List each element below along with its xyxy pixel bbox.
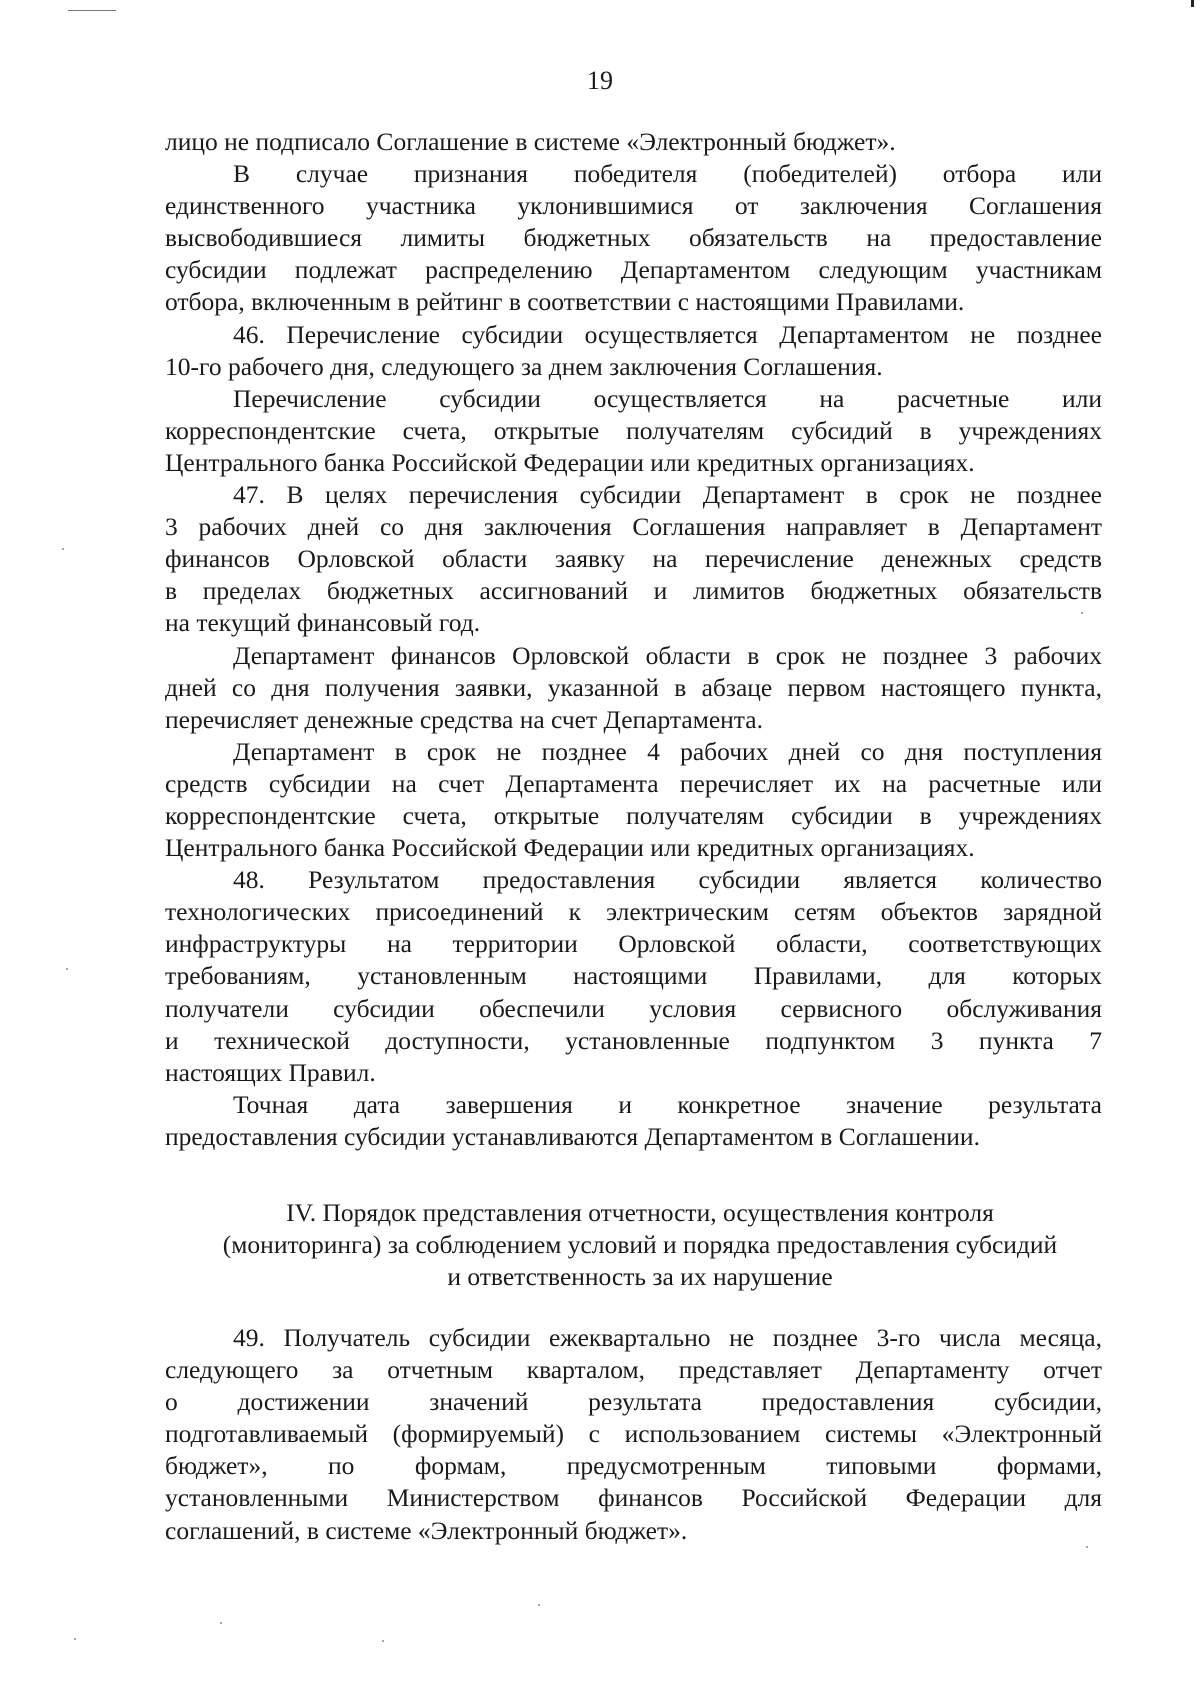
paragraph bbox=[165, 736, 1102, 864]
text-line: инфраструктуры на территории Орловской области, соответствующих bbox=[165, 929, 1102, 959]
text-line: настоящих Правил. bbox=[165, 1057, 376, 1087]
text-line: на текущий финансовый год. bbox=[165, 608, 481, 638]
text-line: установленными Министерством финансов Российской Федерации для bbox=[165, 1483, 1102, 1513]
section-heading bbox=[160, 1197, 1120, 1293]
scan-speck bbox=[220, 1622, 222, 1624]
text-line: финансов Орловской области заявку на перечисление денежных средств bbox=[165, 544, 1102, 574]
paragraph bbox=[165, 479, 1102, 639]
heading-line: и ответственность за их нарушение bbox=[447, 1262, 833, 1291]
text-line: единственного участника уклонившимися от заключения Соглашения bbox=[165, 191, 1102, 221]
text-line: в пределах бюджетных ассигнований и лимитов бюджетных обязательств bbox=[165, 576, 1102, 606]
heading-line: (мониторинга) за соблюдением условий и порядка предоставления субсидий bbox=[222, 1230, 1058, 1259]
text-line: субсидии подлежат распределению Департаментом следующим участникам bbox=[165, 255, 1102, 285]
text-line: получатели субсидии обеспечили условия сервисного обслуживания bbox=[165, 993, 1102, 1023]
text-line: отбора, включенным в рейтинг в соответствии с настоящими Правилами. bbox=[165, 287, 965, 317]
scan-speck bbox=[62, 548, 64, 550]
scan-corner-mark bbox=[1191, 0, 1194, 7]
text-line: требованиям, установленным настоящими Правилами, для которых bbox=[165, 961, 1102, 991]
paragraph bbox=[165, 126, 1102, 158]
paragraph bbox=[165, 864, 1102, 1089]
text-line: предоставления субсидии устанавливаются Департаментом в Соглашении. bbox=[165, 1121, 980, 1151]
heading-line: IV. Порядок представления отчетности, осуществления контроля bbox=[286, 1198, 994, 1227]
text-line: Департамент в срок не позднее 4 рабочих дней со дня поступления bbox=[233, 736, 1102, 766]
text-line: и технической доступности, установленные подпунктом 3 пункта 7 bbox=[165, 1025, 1102, 1055]
paragraph bbox=[165, 158, 1102, 318]
text-line: Точная дата завершения и конкретное значение результата bbox=[233, 1089, 1102, 1119]
text-line: Центрального банка Российской Федерации или кредитных организациях. bbox=[165, 833, 975, 863]
text-line: 3 рабочих дней со дня заключения Соглашения направляет в Департамент bbox=[165, 512, 1102, 542]
text-line: следующего за отчетным кварталом, представляет Департаменту отчет bbox=[165, 1355, 1102, 1385]
text-line: Департамент финансов Орловской области в срок не позднее 3 рабочих bbox=[233, 640, 1102, 670]
text-line: дней со дня получения заявки, указанной в абзаце первом настоящего пункта, bbox=[165, 672, 1102, 702]
scan-speck bbox=[1081, 612, 1083, 614]
text-line: корреспондентские счета, открытые получателям субсидии в учреждениях bbox=[165, 800, 1102, 830]
text-line: 49. Получатель субсидии ежеквартально не позднее 3-го числа месяца, bbox=[233, 1323, 1102, 1352]
text-line: о достижении значений результата предоставления субсидии, bbox=[165, 1387, 1102, 1417]
text-line: 48. Результатом предоставления субсидии является количество bbox=[233, 865, 1102, 895]
paragraph bbox=[165, 319, 1102, 383]
text-line: В случае признания победителя (победителей) отбора или bbox=[233, 159, 1102, 189]
scan-speck bbox=[74, 1638, 76, 1640]
text-line: высвободившиеся лимиты бюджетных обязательств на предоставление bbox=[165, 223, 1102, 253]
text-line: 10-го рабочего дня, следующего за днем заключения Соглашения. bbox=[165, 351, 883, 381]
text-line: соглашений, в системе «Электронный бюджет». bbox=[165, 1515, 688, 1545]
paragraph bbox=[165, 640, 1102, 736]
body-text-top bbox=[165, 126, 1102, 1153]
text-line: 47. В целях перечисления субсидии Департамент в срок не позднее bbox=[233, 480, 1102, 510]
scan-speck bbox=[1086, 1546, 1088, 1548]
paragraph bbox=[165, 383, 1102, 479]
page-number: 19 bbox=[587, 66, 613, 95]
text-line: средств субсидии на счет Департамента перечисляет их на расчетные или bbox=[165, 768, 1102, 798]
text-line: 46. Перечисление субсидии осуществляется Департаментом не позднее bbox=[233, 319, 1102, 349]
scan-speck bbox=[66, 968, 68, 970]
text-line: Перечисление субсидии осуществляется на расчетные или bbox=[233, 383, 1102, 413]
scan-rule-mark bbox=[68, 10, 116, 11]
body-text-bottom bbox=[165, 1322, 1102, 1547]
paragraph bbox=[165, 1322, 1102, 1547]
text-line: Центрального банка Российской Федерации или кредитных организациях. bbox=[165, 447, 975, 477]
text-line: перечисляет денежные средства на счет Департамента. bbox=[165, 704, 763, 734]
text-line: бюджет», по формам, предусмотренным типовыми формами, bbox=[165, 1451, 1102, 1481]
text-line: технологических присоединений к электрическим сетям объектов зарядной bbox=[165, 897, 1102, 927]
text-line: лицо не подписало Соглашение в системе «Электронный бюджет». bbox=[165, 127, 896, 156]
text-line: подготавливаемый (формируемый) с использованием системы «Электронный bbox=[165, 1419, 1102, 1449]
scan-speck bbox=[538, 1604, 540, 1606]
paragraph bbox=[165, 1089, 1102, 1153]
text-line: корреспондентские счета, открытые получателям субсидий в учреждениях bbox=[165, 415, 1102, 445]
scan-speck bbox=[382, 1640, 384, 1642]
